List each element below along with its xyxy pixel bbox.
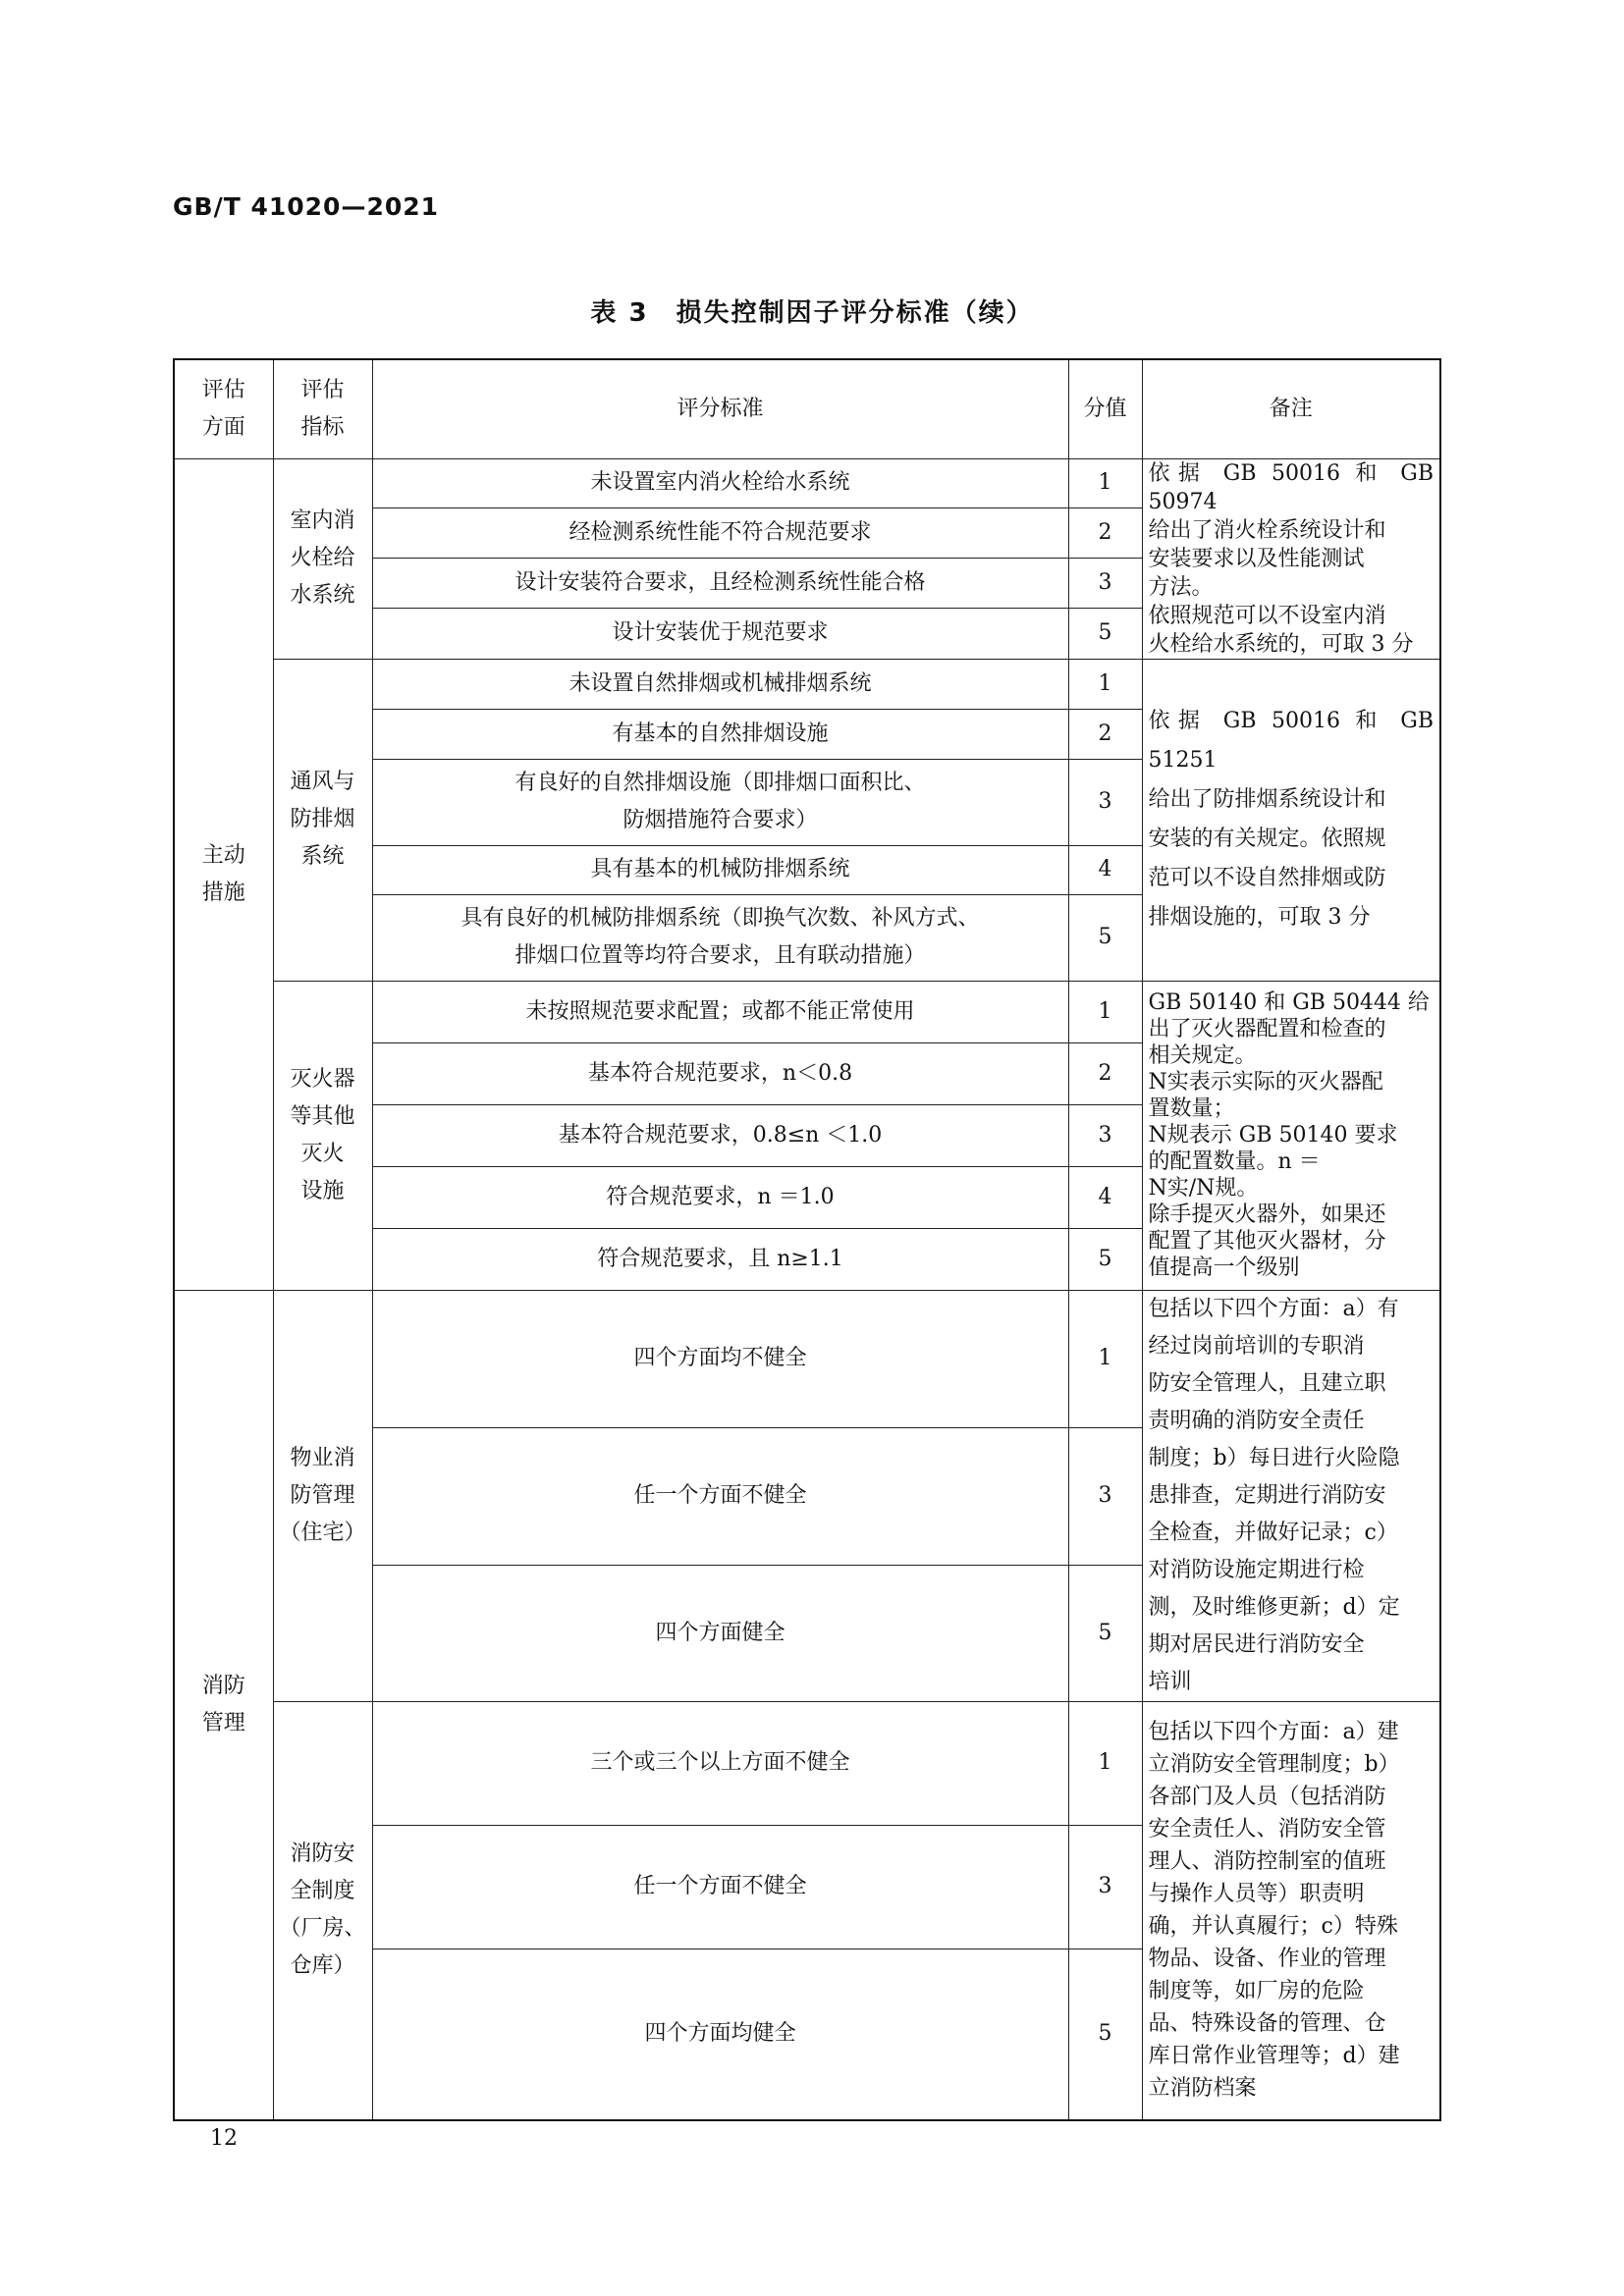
criteria-cell: 未设置室内消火栓给水系统 <box>372 458 1068 508</box>
criteria-cell: 设计安装优于规范要求 <box>372 608 1068 659</box>
criteria-cell: 有基本的自然排烟设施 <box>372 709 1068 759</box>
note-cell: 包括以下四个方面：a）建 立消防安全管理制度；b） 各部门及人员（包括消防 安全责任人、消防安全管 理人、消防控制室的值班 与操作人员等）职责明 确，并认真履行；c）特殊 物品、设备、作业的管理 制度等，如厂房的危险 品、特殊设备的管理、仓 库日常作业管理等；d）建 立消防档案 <box>1142 1701 1440 2120</box>
indicator-cell: 通风与 防排烟 系统 <box>273 659 372 981</box>
score-cell: 2 <box>1068 508 1142 559</box>
score-cell: 3 <box>1068 1427 1142 1565</box>
header-aspect: 评估 方面 <box>174 359 273 458</box>
score-cell: 1 <box>1068 458 1142 508</box>
criteria-cell: 有良好的自然排烟设施（即排烟口面积比、 防烟措施符合要求） <box>372 759 1068 845</box>
score-cell: 4 <box>1068 845 1142 894</box>
indicator-cell: 消防安 全制度 （厂房、 仓库） <box>273 1701 372 2120</box>
indicator-cell: 物业消 防管理 （住宅） <box>273 1290 372 1701</box>
score-cell: 4 <box>1068 1166 1142 1228</box>
criteria-cell: 任一个方面不健全 <box>372 1427 1068 1565</box>
indicator-cell: 室内消 火栓给 水系统 <box>273 458 372 659</box>
score-cell: 3 <box>1068 1104 1142 1166</box>
criteria-cell: 基本符合规范要求，n＜0.8 <box>372 1042 1068 1104</box>
page-number: 12 <box>210 2126 238 2151</box>
table-row <box>174 981 1440 1042</box>
aspect-cell: 消防 管理 <box>174 1290 273 2120</box>
score-cell: 5 <box>1068 894 1142 981</box>
document-code: GB/T 41020—2021 <box>173 192 440 221</box>
score-cell: 5 <box>1068 1228 1142 1290</box>
score-cell: 1 <box>1068 1290 1142 1427</box>
aspect-cell: 主动 措施 <box>174 458 273 1290</box>
criteria-cell: 具有基本的机械防排烟系统 <box>372 845 1068 894</box>
table-row <box>174 458 1440 508</box>
score-cell: 2 <box>1068 709 1142 759</box>
score-cell: 3 <box>1068 1825 1142 1949</box>
header-indicator: 评估 指标 <box>273 359 372 458</box>
criteria-cell: 经检测系统性能不符合规范要求 <box>372 508 1068 559</box>
score-cell: 1 <box>1068 981 1142 1042</box>
header-score: 分值 <box>1068 359 1142 458</box>
score-cell: 1 <box>1068 659 1142 709</box>
note-cell: 依据 GB 50016 和 GB 51251 给出了防排烟系统设计和 安装的有关规定。依照规 范可以不设自然排烟或防 排烟设施的，可取 3 分 <box>1142 659 1440 981</box>
criteria-cell: 符合规范要求，n ＝1.0 <box>372 1166 1068 1228</box>
score-cell: 5 <box>1068 608 1142 659</box>
indicator-cell: 灭火器 等其他 灭火 设施 <box>273 981 372 1290</box>
criteria-cell: 三个或三个以上方面不健全 <box>372 1701 1068 1825</box>
criteria-cell: 任一个方面不健全 <box>372 1825 1068 1949</box>
criteria-cell: 四个方面健全 <box>372 1565 1068 1701</box>
criteria-cell: 设计安装符合要求，且经检测系统性能合格 <box>372 558 1068 608</box>
criteria-cell: 未按照规范要求配置；或都不能正常使用 <box>372 981 1068 1042</box>
criteria-cell: 符合规范要求，且 n≥1.1 <box>372 1228 1068 1290</box>
note-cell: 包括以下四个方面：a）有 经过岗前培训的专职消 防安全管理人，且建立职 责明确的消防安全责任 制度；b）每日进行火险隐 患排查，定期进行消防安 全检查，并做好记录；c） 对消防设施定期进行检 测，及时维修更新；d）定 期对居民进行消防安全 培训 <box>1142 1290 1440 1701</box>
note-cell: GB 50140 和 GB 50444 给 出了灭火器配置和检查的 相关规定。 N实表示实际的灭火器配 置数量； N规表示 GB 50140 要求 的配置数量。n ＝ N实/N规。 除手提灭火器外，如果还 配置了其他灭火器材，分 值提高一个级别 <box>1142 981 1440 1290</box>
score-cell: 3 <box>1068 558 1142 608</box>
criteria-cell: 未设置自然排烟或机械排烟系统 <box>372 659 1068 709</box>
criteria-cell: 四个方面均健全 <box>372 1949 1068 2120</box>
table-row <box>174 659 1440 709</box>
table-caption: 表 3 损失控制因子评分标准（续） <box>590 298 1034 328</box>
table-row <box>174 1290 1440 1427</box>
score-cell: 3 <box>1068 759 1142 845</box>
criteria-cell: 四个方面均不健全 <box>372 1290 1068 1427</box>
table-row <box>174 1701 1440 1825</box>
scoring-table <box>173 358 1441 2121</box>
score-cell: 1 <box>1068 1701 1142 1825</box>
header-criteria: 评分标准 <box>372 359 1068 458</box>
score-cell: 2 <box>1068 1042 1142 1104</box>
header-note: 备注 <box>1142 359 1440 458</box>
note-cell: 依据 GB 50016 和 GB 50974 给出了消火栓系统设计和 安装要求以及性能测试 方法。 依照规范可以不设室内消 火栓给水系统的，可取 3 分 <box>1142 458 1440 659</box>
score-cell: 5 <box>1068 1565 1142 1701</box>
score-cell: 5 <box>1068 1949 1142 2120</box>
criteria-cell: 具有良好的机械防排烟系统（即换气次数、补风方式、 排烟口位置等均符合要求，且有联动措施） <box>372 894 1068 981</box>
criteria-cell: 基本符合规范要求，0.8≤n ＜1.0 <box>372 1104 1068 1166</box>
